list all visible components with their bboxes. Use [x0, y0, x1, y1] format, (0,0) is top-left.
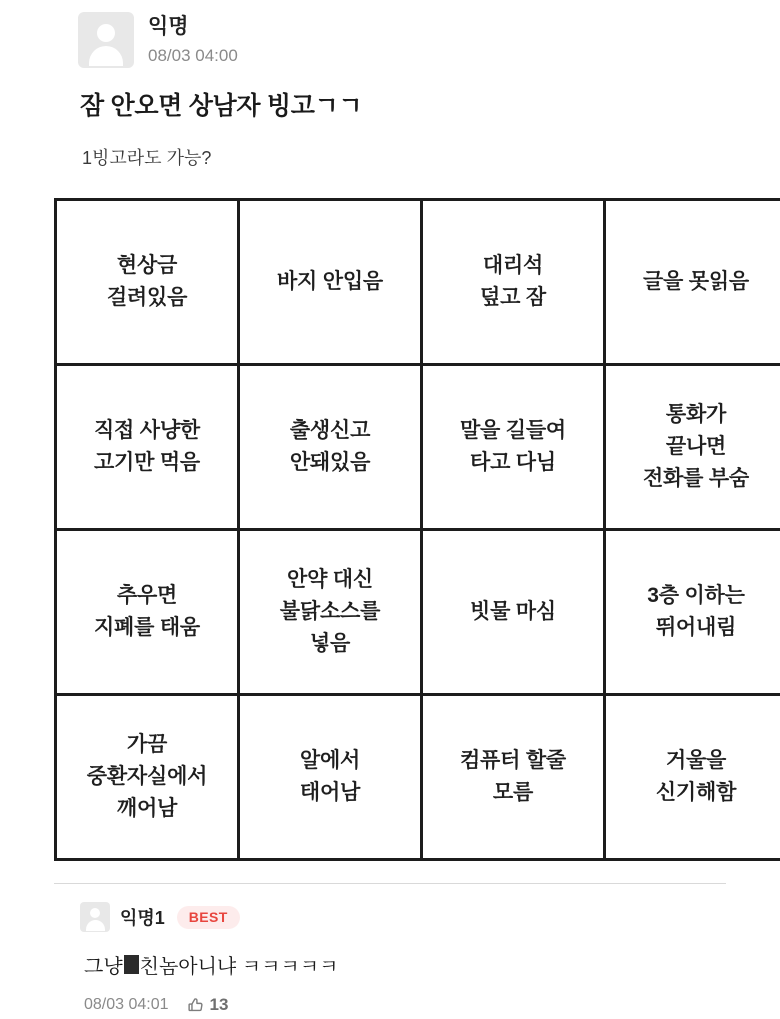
redaction-block-icon — [124, 955, 139, 974]
bingo-cell[interactable]: 출생신고 안돼있음 — [239, 365, 422, 530]
post-author-name: 익명 — [148, 14, 238, 40]
bingo-cell[interactable]: 안약 대신 불닭소스를 넣음 — [239, 530, 422, 695]
bingo-row — [56, 530, 780, 695]
avatar-body-shape — [89, 46, 123, 66]
bingo-cell[interactable]: 말을 길들여 타고 다님 — [422, 365, 605, 530]
comment-text — [80, 950, 780, 979]
bingo-row — [56, 200, 780, 365]
like-count: 13 — [210, 995, 229, 1015]
person-avatar-icon — [80, 902, 110, 932]
bingo-grid-container — [0, 170, 780, 861]
like-button[interactable] — [187, 995, 229, 1015]
comment-author-name: 익명1 — [120, 904, 165, 930]
bingo-row — [56, 695, 780, 860]
bingo-grid — [54, 198, 780, 861]
comment-item — [0, 884, 780, 1015]
post-date: 08/03 04:00 — [148, 44, 238, 68]
post-header — [0, 0, 780, 68]
author-block — [148, 12, 238, 68]
avatar-head-shape — [97, 24, 115, 42]
bingo-cell[interactable]: 직접 사냥한 고기만 먹음 — [56, 365, 239, 530]
avatar-head-shape — [90, 908, 100, 918]
page-title: 잠 안오면 상남자 빙고ㄱㄱ — [0, 68, 780, 122]
bingo-cell[interactable]: 가끔 중환자실에서 깨어남 — [56, 695, 239, 860]
comment-header — [80, 902, 780, 932]
comment-meta — [80, 995, 780, 1015]
thumbs-up-icon — [187, 997, 204, 1014]
comment-text-before: 그냥 — [84, 950, 123, 979]
bingo-cell[interactable]: 컴퓨터 할줄 모름 — [422, 695, 605, 860]
bingo-cell[interactable]: 알에서 태어남 — [239, 695, 422, 860]
bingo-row — [56, 365, 780, 530]
bingo-cell[interactable]: 빗물 마심 — [422, 530, 605, 695]
bingo-cell[interactable]: 대리석 덮고 잠 — [422, 200, 605, 365]
avatar-body-shape — [86, 920, 105, 931]
bingo-cell[interactable]: 추우면 지폐를 태움 — [56, 530, 239, 695]
bingo-grid-body — [56, 200, 780, 860]
person-avatar-icon — [78, 12, 134, 68]
comment-date: 08/03 04:01 — [84, 996, 169, 1014]
bingo-cell[interactable]: 거울을 신기해함 — [605, 695, 780, 860]
status-badge: BEST — [177, 906, 240, 929]
bingo-cell[interactable]: 바지 안입음 — [239, 200, 422, 365]
comment-text-after: 친놈아니냐 ㅋㅋㅋㅋㅋ — [140, 950, 339, 979]
post-subtitle: 1빙고라도 가능? — [0, 122, 780, 170]
bingo-cell[interactable]: 통화가 끝나면 전화를 부숨 — [605, 365, 780, 530]
bingo-cell[interactable]: 현상금 걸려있음 — [56, 200, 239, 365]
bingo-cell[interactable]: 3층 이하는 뛰어내림 — [605, 530, 780, 695]
bingo-cell[interactable]: 글을 못읽음 — [605, 200, 780, 365]
